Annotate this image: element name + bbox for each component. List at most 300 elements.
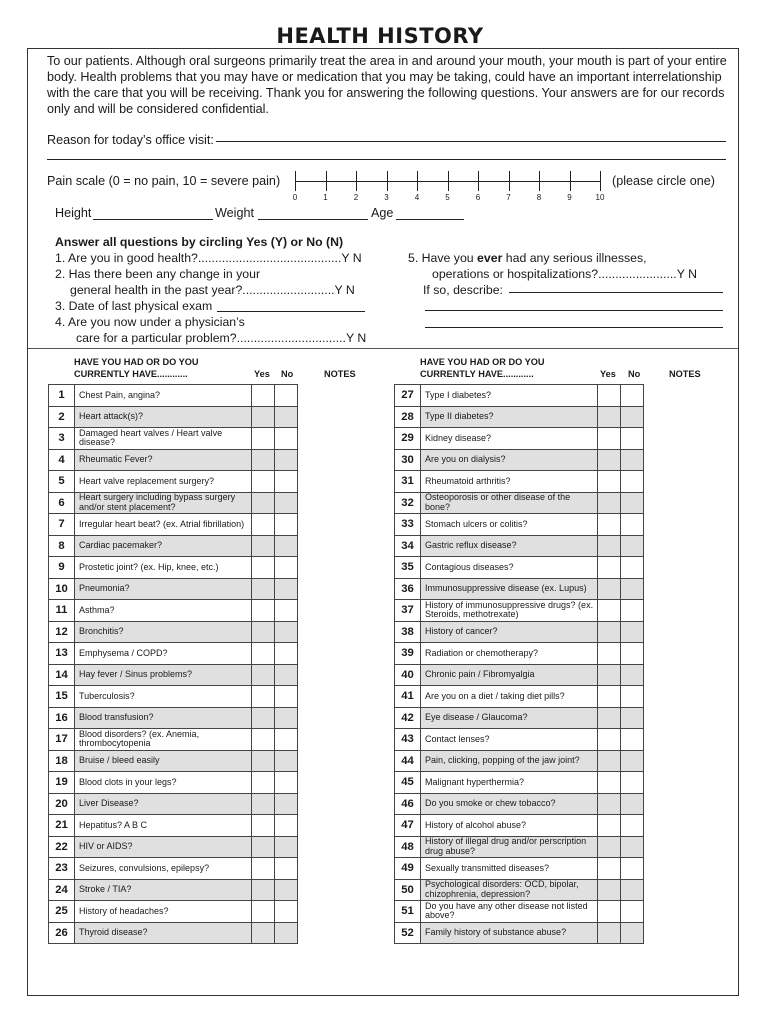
notes-field[interactable] bbox=[298, 772, 383, 794]
notes-field[interactable] bbox=[644, 686, 729, 708]
condition-number: 14 bbox=[49, 664, 75, 686]
condition-label: Hepatitus? A B C bbox=[75, 815, 252, 837]
table-row bbox=[395, 729, 729, 751]
no-checkbox[interactable] bbox=[275, 578, 298, 600]
notes-field[interactable] bbox=[644, 901, 729, 923]
no-checkbox[interactable] bbox=[275, 406, 298, 428]
condition-number: 36 bbox=[395, 578, 421, 600]
notes-field[interactable] bbox=[298, 514, 383, 536]
notes-field[interactable] bbox=[644, 879, 729, 901]
yes-checkbox[interactable] bbox=[598, 600, 621, 622]
table-row bbox=[49, 922, 383, 944]
condition-number: 35 bbox=[395, 557, 421, 579]
no-checkbox[interactable] bbox=[275, 858, 298, 880]
no-checkbox[interactable] bbox=[621, 815, 644, 837]
condition-number: 27 bbox=[395, 385, 421, 407]
condition-number: 28 bbox=[395, 406, 421, 428]
yes-checkbox[interactable] bbox=[252, 578, 275, 600]
pain-tick[interactable] bbox=[570, 171, 571, 191]
pain-tick[interactable] bbox=[295, 171, 296, 191]
pain-tick[interactable] bbox=[387, 171, 388, 191]
no-checkbox[interactable] bbox=[621, 535, 644, 557]
pain-tick[interactable] bbox=[539, 171, 540, 191]
left-yes-header: Yes bbox=[254, 369, 270, 379]
no-checkbox[interactable] bbox=[621, 750, 644, 772]
no-checkbox[interactable] bbox=[621, 600, 644, 622]
left-notes-header: NOTES bbox=[324, 369, 356, 379]
question-2-cont[interactable]: general health in the past year?...........................Y N bbox=[70, 283, 355, 297]
condition-label: Contagious diseases? bbox=[421, 557, 598, 579]
table-row bbox=[395, 772, 729, 794]
yes-checkbox[interactable] bbox=[252, 514, 275, 536]
yes-checkbox[interactable] bbox=[252, 621, 275, 643]
yes-checkbox[interactable] bbox=[598, 686, 621, 708]
no-checkbox[interactable] bbox=[621, 557, 644, 579]
section-divider bbox=[28, 348, 738, 349]
notes-field[interactable] bbox=[298, 686, 383, 708]
no-checkbox[interactable] bbox=[275, 815, 298, 837]
condition-number: 9 bbox=[49, 557, 75, 579]
yes-checkbox[interactable] bbox=[252, 428, 275, 450]
condition-number: 52 bbox=[395, 922, 421, 944]
notes-field[interactable] bbox=[644, 729, 729, 751]
condition-number: 32 bbox=[395, 492, 421, 514]
pain-tick[interactable] bbox=[509, 171, 510, 191]
no-checkbox[interactable] bbox=[621, 578, 644, 600]
condition-label: Blood clots in your legs? bbox=[75, 772, 252, 794]
yes-checkbox[interactable] bbox=[598, 578, 621, 600]
condition-label: History of illegal drug and/or perscription drug abuse? bbox=[421, 836, 598, 858]
yes-checkbox[interactable] bbox=[598, 922, 621, 944]
yes-checkbox[interactable] bbox=[598, 836, 621, 858]
notes-field[interactable] bbox=[644, 600, 729, 622]
notes-field[interactable] bbox=[298, 815, 383, 837]
yes-checkbox[interactable] bbox=[598, 793, 621, 815]
condition-number: 25 bbox=[49, 901, 75, 923]
pain-tick-label: 2 bbox=[353, 193, 359, 202]
notes-field[interactable] bbox=[644, 815, 729, 837]
yes-checkbox[interactable] bbox=[598, 514, 621, 536]
no-checkbox[interactable] bbox=[621, 729, 644, 751]
yes-checkbox[interactable] bbox=[598, 729, 621, 751]
notes-field[interactable] bbox=[644, 836, 729, 858]
no-checkbox[interactable] bbox=[621, 836, 644, 858]
yes-checkbox[interactable] bbox=[252, 600, 275, 622]
table-row bbox=[49, 664, 383, 686]
no-checkbox[interactable] bbox=[275, 901, 298, 923]
no-checkbox[interactable] bbox=[621, 707, 644, 729]
yes-checkbox[interactable] bbox=[252, 471, 275, 493]
condition-label: Stroke / TIA? bbox=[75, 879, 252, 901]
table-row bbox=[49, 471, 383, 493]
no-checkbox[interactable] bbox=[621, 428, 644, 450]
condition-label: Tuberculosis? bbox=[75, 686, 252, 708]
notes-field[interactable] bbox=[298, 471, 383, 493]
table-row bbox=[395, 664, 729, 686]
notes-field[interactable] bbox=[298, 449, 383, 471]
notes-field[interactable] bbox=[644, 535, 729, 557]
reason-field-line2[interactable] bbox=[47, 159, 726, 160]
condition-label: Are you on a diet / taking diet pills? bbox=[421, 686, 598, 708]
no-checkbox[interactable] bbox=[621, 901, 644, 923]
no-checkbox[interactable] bbox=[275, 492, 298, 514]
pain-tick-label: 7 bbox=[506, 193, 511, 202]
pain-tick-label: 4 bbox=[414, 193, 420, 202]
condition-number: 34 bbox=[395, 535, 421, 557]
condition-label: Do you smoke or chew tobacco? bbox=[421, 793, 598, 815]
yes-checkbox[interactable] bbox=[598, 471, 621, 493]
notes-field[interactable] bbox=[644, 858, 729, 880]
notes-field[interactable] bbox=[644, 578, 729, 600]
no-checkbox[interactable] bbox=[275, 428, 298, 450]
yes-checkbox[interactable] bbox=[252, 449, 275, 471]
pain-tick[interactable] bbox=[600, 171, 601, 191]
no-checkbox[interactable] bbox=[621, 664, 644, 686]
yes-checkbox[interactable] bbox=[598, 428, 621, 450]
pain-scale-label: Pain scale (0 = no pain, 10 = severe pain) bbox=[47, 174, 281, 188]
no-checkbox[interactable] bbox=[275, 729, 298, 751]
no-checkbox[interactable] bbox=[275, 686, 298, 708]
table-row bbox=[395, 578, 729, 600]
table-row bbox=[395, 449, 729, 471]
notes-field[interactable] bbox=[644, 772, 729, 794]
condition-label: Pneumonia? bbox=[75, 578, 252, 600]
condition-label: Malignant hyperthermia? bbox=[421, 772, 598, 794]
notes-field[interactable] bbox=[644, 492, 729, 514]
yes-checkbox[interactable] bbox=[598, 406, 621, 428]
condition-number: 13 bbox=[49, 643, 75, 665]
condition-number: 22 bbox=[49, 836, 75, 858]
no-checkbox[interactable] bbox=[275, 922, 298, 944]
question-2: 2. Has there been any change in your bbox=[55, 267, 261, 281]
yes-checkbox[interactable] bbox=[598, 621, 621, 643]
yes-checkbox[interactable] bbox=[252, 879, 275, 901]
no-checkbox[interactable] bbox=[275, 621, 298, 643]
notes-field[interactable] bbox=[298, 729, 383, 751]
yes-checkbox[interactable] bbox=[598, 901, 621, 923]
no-checkbox[interactable] bbox=[275, 449, 298, 471]
condition-number: 50 bbox=[395, 879, 421, 901]
condition-number: 15 bbox=[49, 686, 75, 708]
no-checkbox[interactable] bbox=[275, 772, 298, 794]
table-row bbox=[395, 621, 729, 643]
yes-checkbox[interactable] bbox=[252, 815, 275, 837]
notes-field[interactable] bbox=[298, 535, 383, 557]
condition-label: Blood transfusion? bbox=[75, 707, 252, 729]
notes-field[interactable] bbox=[298, 385, 383, 407]
yes-checkbox[interactable] bbox=[252, 535, 275, 557]
no-checkbox[interactable] bbox=[275, 385, 298, 407]
pain-tick[interactable] bbox=[326, 171, 327, 191]
yes-checkbox[interactable] bbox=[252, 643, 275, 665]
notes-field[interactable] bbox=[298, 557, 383, 579]
condition-number: 49 bbox=[395, 858, 421, 880]
no-checkbox[interactable] bbox=[621, 621, 644, 643]
right-conditions-table bbox=[394, 384, 729, 944]
condition-number: 43 bbox=[395, 729, 421, 751]
condition-label: Type I diabetes? bbox=[421, 385, 598, 407]
no-checkbox[interactable] bbox=[621, 643, 644, 665]
pain-tick[interactable] bbox=[448, 171, 449, 191]
q5-describe-label: If so, describe: bbox=[423, 283, 503, 297]
last-exam-field[interactable] bbox=[217, 311, 365, 312]
no-checkbox[interactable] bbox=[621, 772, 644, 794]
table-row bbox=[395, 879, 729, 901]
left-table-header: HAVE YOU HAD OR DO YOU CURRENTLY HAVE............ bbox=[74, 357, 199, 379]
condition-number: 42 bbox=[395, 707, 421, 729]
table-row bbox=[395, 858, 729, 880]
pain-tick-label: 0 bbox=[292, 193, 298, 202]
condition-label: Prostetic joint? (ex. Hip, knee, etc.) bbox=[75, 557, 252, 579]
no-checkbox[interactable] bbox=[621, 922, 644, 944]
yes-checkbox[interactable] bbox=[598, 643, 621, 665]
no-checkbox[interactable] bbox=[275, 664, 298, 686]
no-checkbox[interactable] bbox=[621, 793, 644, 815]
yes-checkbox[interactable] bbox=[252, 901, 275, 923]
pain-tick-label: 6 bbox=[475, 193, 481, 202]
notes-field[interactable] bbox=[298, 922, 383, 944]
table-row bbox=[49, 707, 383, 729]
yes-checkbox[interactable] bbox=[598, 879, 621, 901]
table-row bbox=[49, 385, 383, 407]
age-label: Age bbox=[371, 206, 394, 220]
condition-label: Immunosuppressive disease (ex. Lupus) bbox=[421, 578, 598, 600]
yes-checkbox[interactable] bbox=[252, 750, 275, 772]
condition-number: 37 bbox=[395, 600, 421, 622]
notes-field[interactable] bbox=[644, 643, 729, 665]
condition-label: Asthma? bbox=[75, 600, 252, 622]
condition-label: Hay fever / Sinus problems? bbox=[75, 664, 252, 686]
table-row bbox=[395, 707, 729, 729]
yes-checkbox[interactable] bbox=[598, 557, 621, 579]
yes-checkbox[interactable] bbox=[252, 836, 275, 858]
condition-number: 19 bbox=[49, 772, 75, 794]
yes-checkbox[interactable] bbox=[252, 793, 275, 815]
q5-describe-line3[interactable] bbox=[425, 327, 723, 328]
condition-label: Rheumatic Fever? bbox=[75, 449, 252, 471]
question-4-cont[interactable]: care for a particular problem?................................Y N bbox=[76, 331, 367, 345]
notes-field[interactable] bbox=[644, 514, 729, 536]
notes-field[interactable] bbox=[644, 922, 729, 944]
no-checkbox[interactable] bbox=[621, 858, 644, 880]
q5-describe-line1[interactable] bbox=[509, 292, 723, 293]
no-checkbox[interactable] bbox=[621, 686, 644, 708]
yes-checkbox[interactable] bbox=[598, 449, 621, 471]
weight-field[interactable] bbox=[258, 219, 368, 220]
table-row bbox=[49, 772, 383, 794]
yes-checkbox[interactable] bbox=[252, 729, 275, 751]
pain-tick[interactable] bbox=[417, 171, 418, 191]
table-row bbox=[49, 535, 383, 557]
condition-number: 18 bbox=[49, 750, 75, 772]
yes-checkbox[interactable] bbox=[252, 922, 275, 944]
notes-field[interactable] bbox=[644, 406, 729, 428]
no-checkbox[interactable] bbox=[275, 707, 298, 729]
pain-tick-label: 1 bbox=[323, 193, 328, 202]
notes-field[interactable] bbox=[644, 793, 729, 815]
condition-number: 24 bbox=[49, 879, 75, 901]
notes-field[interactable] bbox=[298, 879, 383, 901]
condition-number: 46 bbox=[395, 793, 421, 815]
condition-number: 17 bbox=[49, 729, 75, 751]
notes-field[interactable] bbox=[298, 492, 383, 514]
pain-tick-label: 9 bbox=[567, 193, 572, 202]
table-row bbox=[49, 406, 383, 428]
notes-field[interactable] bbox=[644, 707, 729, 729]
table-row bbox=[395, 686, 729, 708]
condition-label: Rheumatoid arthritis? bbox=[421, 471, 598, 493]
notes-field[interactable] bbox=[298, 750, 383, 772]
no-checkbox[interactable] bbox=[275, 600, 298, 622]
yes-checkbox[interactable] bbox=[598, 664, 621, 686]
no-checkbox[interactable] bbox=[275, 836, 298, 858]
no-checkbox[interactable] bbox=[621, 385, 644, 407]
yes-checkbox[interactable] bbox=[252, 406, 275, 428]
condition-label: Irregular heart beat? (ex. Atrial fibrillation) bbox=[75, 514, 252, 536]
yes-checkbox[interactable] bbox=[598, 535, 621, 557]
notes-field[interactable] bbox=[298, 600, 383, 622]
condition-number: 33 bbox=[395, 514, 421, 536]
no-checkbox[interactable] bbox=[275, 535, 298, 557]
notes-field[interactable] bbox=[298, 578, 383, 600]
table-row bbox=[395, 815, 729, 837]
condition-number: 2 bbox=[49, 406, 75, 428]
reason-label: Reason for today’s office visit: bbox=[47, 133, 214, 147]
question-5-cont[interactable]: operations or hospitalizations?.......................Y N bbox=[432, 267, 697, 281]
notes-field[interactable] bbox=[298, 406, 383, 428]
yes-checkbox[interactable] bbox=[252, 492, 275, 514]
yes-checkbox[interactable] bbox=[252, 686, 275, 708]
reason-field-line1[interactable] bbox=[216, 141, 726, 142]
condition-number: 10 bbox=[49, 578, 75, 600]
notes-field[interactable] bbox=[644, 385, 729, 407]
pain-tick-label: 5 bbox=[445, 193, 450, 202]
condition-label: Osteoporosis or other disease of the bone? bbox=[421, 492, 598, 514]
table-row bbox=[395, 901, 729, 923]
no-checkbox[interactable] bbox=[621, 406, 644, 428]
table-row bbox=[395, 471, 729, 493]
notes-field[interactable] bbox=[298, 858, 383, 880]
condition-label: Eye disease / Glaucoma? bbox=[421, 707, 598, 729]
no-checkbox[interactable] bbox=[275, 471, 298, 493]
condition-label: History of headaches? bbox=[75, 901, 252, 923]
table-row bbox=[395, 922, 729, 944]
table-row bbox=[49, 643, 383, 665]
table-row bbox=[49, 836, 383, 858]
pain-scale-note: (please circle one) bbox=[612, 174, 715, 188]
notes-field[interactable] bbox=[298, 836, 383, 858]
notes-field[interactable] bbox=[644, 621, 729, 643]
condition-number: 7 bbox=[49, 514, 75, 536]
question-1[interactable]: 1. Are you in good health?..........................................Y N bbox=[55, 251, 362, 265]
condition-number: 3 bbox=[49, 428, 75, 450]
notes-field[interactable] bbox=[298, 428, 383, 450]
page-title: HEALTH HISTORY bbox=[276, 24, 484, 48]
yes-checkbox[interactable] bbox=[598, 750, 621, 772]
yes-checkbox[interactable] bbox=[252, 772, 275, 794]
pain-tick[interactable] bbox=[478, 171, 479, 191]
table-row bbox=[49, 621, 383, 643]
condition-label: Damaged heart valves / Heart valve disease? bbox=[75, 428, 252, 450]
weight-label: Weight bbox=[215, 206, 254, 220]
notes-field[interactable] bbox=[644, 557, 729, 579]
table-row bbox=[49, 557, 383, 579]
yes-checkbox[interactable] bbox=[252, 707, 275, 729]
table-row bbox=[395, 836, 729, 858]
notes-field[interactable] bbox=[298, 707, 383, 729]
question-5: 5. Have you ever had any serious illnesses, bbox=[408, 251, 647, 265]
no-checkbox[interactable] bbox=[275, 879, 298, 901]
yes-checkbox[interactable] bbox=[598, 385, 621, 407]
yes-checkbox[interactable] bbox=[598, 492, 621, 514]
table-row bbox=[49, 514, 383, 536]
notes-field[interactable] bbox=[644, 471, 729, 493]
notes-field[interactable] bbox=[298, 793, 383, 815]
yes-checkbox[interactable] bbox=[598, 707, 621, 729]
condition-number: 4 bbox=[49, 449, 75, 471]
condition-label: History of immunosuppressive drugs? (ex. Steroids, methotrexate) bbox=[421, 600, 598, 622]
condition-label: Blood disorders? (ex. Anemia, thrombocytopenia bbox=[75, 729, 252, 751]
condition-label: Heart valve replacement surgery? bbox=[75, 471, 252, 493]
condition-label: Type II diabetes? bbox=[421, 406, 598, 428]
yes-checkbox[interactable] bbox=[598, 772, 621, 794]
no-checkbox[interactable] bbox=[621, 492, 644, 514]
yes-checkbox[interactable] bbox=[252, 385, 275, 407]
yes-checkbox[interactable] bbox=[598, 815, 621, 837]
table-row bbox=[395, 406, 729, 428]
notes-field[interactable] bbox=[298, 643, 383, 665]
no-checkbox[interactable] bbox=[275, 793, 298, 815]
condition-number: 38 bbox=[395, 621, 421, 643]
condition-label: Thyroid disease? bbox=[75, 922, 252, 944]
notes-field[interactable] bbox=[298, 664, 383, 686]
condition-number: 26 bbox=[49, 922, 75, 944]
yes-checkbox[interactable] bbox=[252, 557, 275, 579]
yes-checkbox[interactable] bbox=[598, 858, 621, 880]
no-checkbox[interactable] bbox=[621, 879, 644, 901]
height-field[interactable] bbox=[93, 219, 213, 220]
no-checkbox[interactable] bbox=[621, 471, 644, 493]
no-checkbox[interactable] bbox=[275, 557, 298, 579]
table-row bbox=[395, 385, 729, 407]
notes-field[interactable] bbox=[644, 664, 729, 686]
pain-tick[interactable] bbox=[356, 171, 357, 191]
notes-field[interactable] bbox=[644, 428, 729, 450]
no-checkbox[interactable] bbox=[275, 514, 298, 536]
notes-field[interactable] bbox=[298, 621, 383, 643]
age-field[interactable] bbox=[396, 219, 464, 220]
condition-label: Sexually transmitted diseases? bbox=[421, 858, 598, 880]
notes-field[interactable] bbox=[298, 901, 383, 923]
left-no-header: No bbox=[281, 369, 294, 379]
no-checkbox[interactable] bbox=[621, 449, 644, 471]
table-row bbox=[49, 600, 383, 622]
yes-checkbox[interactable] bbox=[252, 664, 275, 686]
notes-field[interactable] bbox=[644, 449, 729, 471]
table-row bbox=[49, 858, 383, 880]
q5-describe-line2[interactable] bbox=[425, 310, 723, 311]
condition-number: 20 bbox=[49, 793, 75, 815]
condition-label: History of cancer? bbox=[421, 621, 598, 643]
no-checkbox[interactable] bbox=[621, 514, 644, 536]
yes-checkbox[interactable] bbox=[252, 858, 275, 880]
condition-number: 21 bbox=[49, 815, 75, 837]
table-row bbox=[49, 793, 383, 815]
no-checkbox[interactable] bbox=[275, 750, 298, 772]
no-checkbox[interactable] bbox=[275, 643, 298, 665]
notes-field[interactable] bbox=[644, 750, 729, 772]
condition-label: Bronchitis? bbox=[75, 621, 252, 643]
